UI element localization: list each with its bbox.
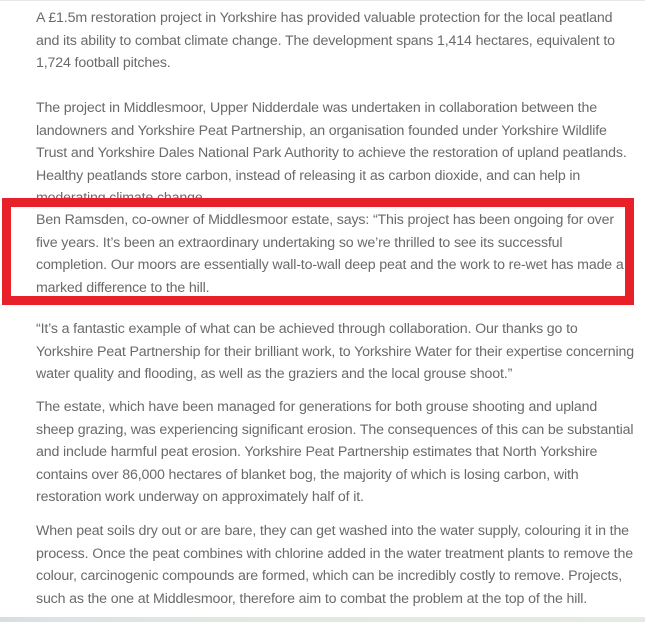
paragraph-estate: The estate, which have been managed for generations for both grouse shooting and upland sheep grazing, was experiencing significant erosion. The consequences of this can be substantial and include harmful peat erosion. Yorkshire Peat Partnership estimates that North Yorkshire contains over 86,000 hectares of blanket bog, the majority of which is losing carbon, with restoration work underway on approximately half of it. <box>36 399 634 506</box>
paragraph-quote-thanks: “It’s a fantastic example of what can be achieved through collaboration. Our thanks go to Yorkshire Peat Partnership for their brilliant work, to Yorkshire Water for their expertise concerning water quality and flooding, as well as the graziers and the local grouse shoot.” <box>36 321 634 383</box>
paragraph-intro: A £1.5m restoration project in Yorkshire has provided valuable protection for the local peatland and its ability to combat climate change. The development spans 1,414 hectares, equivalent to 1,724 football pitches. <box>36 10 615 72</box>
paragraph-quote-highlighted: Ben Ramsden, co-owner of Middlesmoor estate, says: “This project has been ongoing for over five years. It’s been an extraordinary undertaking so we’re thrilled to see its successful completion. Our moors are essentially wall-to-wall deep peat and the work to re-wet has made a marked difference to the hill. <box>36 212 624 296</box>
image-edge <box>0 617 645 622</box>
paragraph-project: The project in Middlesmoor, Upper Nidderdale was undertaken in collaboration between the landowners and Yorkshire Peat Partnership, an organisation founded under Yorkshire Wildlife Trust and Yorkshire Dales National Park Authority to achieve the restoration of upland peatlands. Healthy peatlands store carbon, instead of releasing it as carbon dioxide, and can help in moderating climate change. <box>36 100 627 207</box>
paragraph-water: When peat soils dry out or are bare, they can get washed into the water supply, colouring it in the process. Once the peat combines with chlorine added in the water treatment plants to remove the colour, carcinogenic compounds are formed, which can be incredibly costly to remove. Projects, such as the one at Middlesmoor, therefore aim to combat the problem at the top of the hill. <box>36 523 633 607</box>
top-divider <box>0 0 645 1</box>
